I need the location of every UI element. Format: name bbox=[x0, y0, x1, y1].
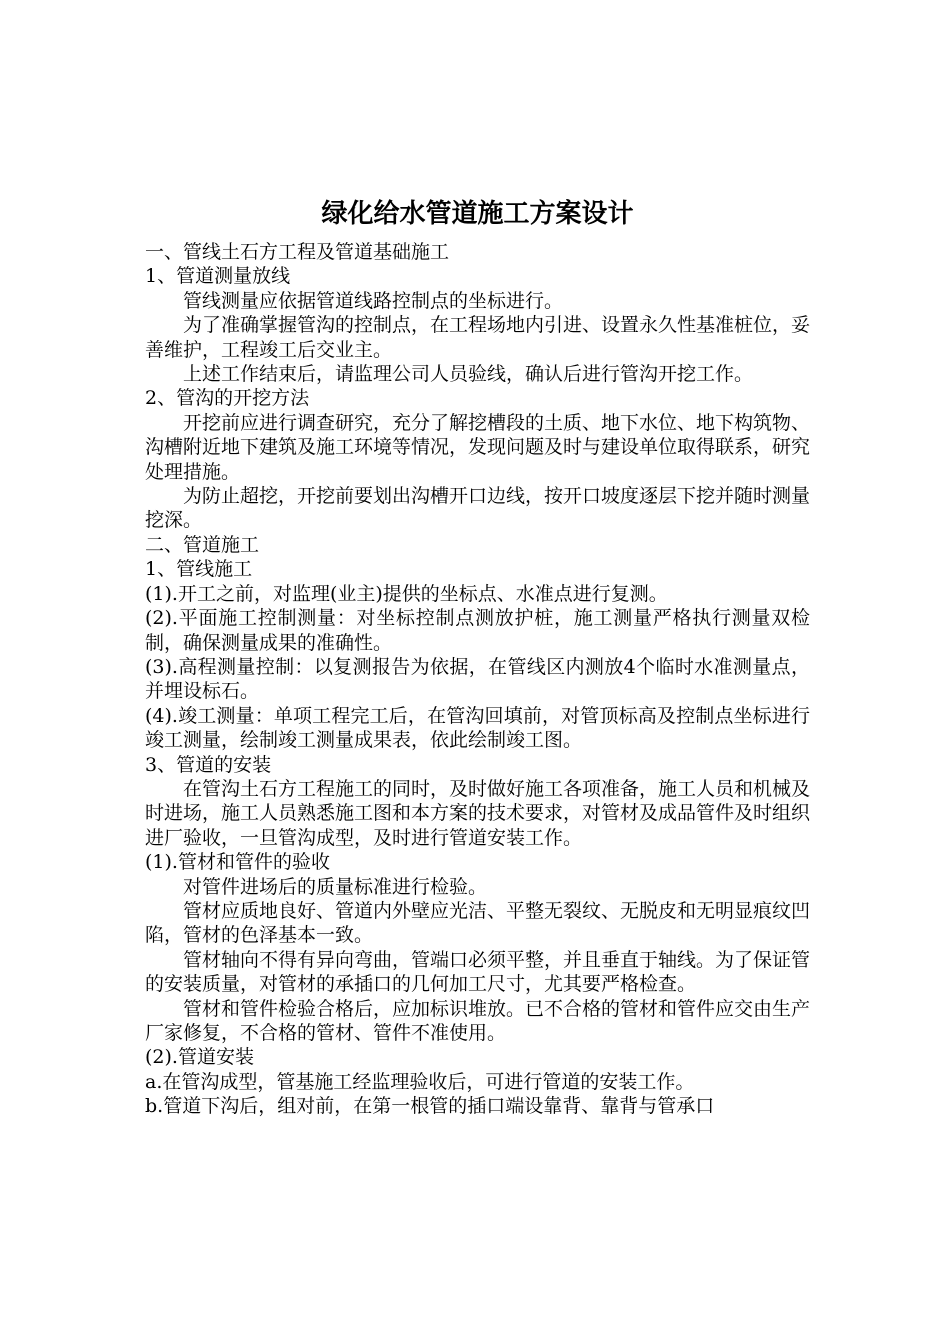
list-item: (2).管道安装 bbox=[145, 1046, 254, 1069]
document-title: 绿化给水管道施工方案设计 bbox=[321, 199, 634, 229]
paragraph: 上述工作结束后，请监理公司人员验线，确认后进行管沟开挖工作。 bbox=[183, 363, 754, 386]
paragraph: 管材和管件检验合格后，应加标识堆放。已不合格的管材和管件应交由生产厂家修复，不合格的管材、管件不准使用。 bbox=[145, 997, 811, 1044]
list-item: (3).高程测量控制：以复测报告为依据，在管线区内测放4个临时水准测量点，并埋设标石。 bbox=[145, 655, 810, 703]
list-item: (1).管材和管件的验收 bbox=[145, 851, 330, 874]
paragraph: 在管沟土石方工程施工的同时，及时做好施工各项准备，施工人员和机械及时进场，施工人员熟悉施工图和本方案的技术要求，对管材及成品管件及时组织进厂验收，一旦管沟成型，及时进行管道安装工作。 bbox=[145, 777, 811, 849]
subsection-heading: 2、管沟的开挖方法 bbox=[145, 387, 310, 410]
list-item: a.在管沟成型，管基施工经监理验收后，可进行管道的安装工作。 bbox=[145, 1070, 695, 1093]
paragraph: 管线测量应依据管道线路控制点的坐标进行。 bbox=[183, 289, 564, 312]
paragraph: 管材应质地良好、管道内外壁应光洁、平整无裂纹、无脱皮和无明显痕纹凹陷，管材的色泽基本一致。 bbox=[145, 899, 811, 947]
paragraph: 为防止超挖，开挖前要划出沟槽开口边线，按开口坡度逐层下挖并随时测量挖深。 bbox=[145, 485, 811, 532]
section-heading: 一、管线土石方工程及管道基础施工 bbox=[145, 241, 450, 263]
list-item: (1).开工之前，对监理(业主)提供的坐标点、水准点进行复测。 bbox=[145, 582, 668, 605]
subsection-heading: 3、管道的安装 bbox=[145, 753, 272, 776]
paragraph: 开挖前应进行调查研究，充分了解挖槽段的土质、地下水位、地下构筑物、沟槽附近地下建筑及施工环境等情况，发现问题及时与建设单位取得联系，研究处理措施。 bbox=[145, 411, 811, 483]
document-page bbox=[145, 196, 810, 1119]
paragraph: 管材轴向不得有异向弯曲，管端口必须平整，并且垂直于轴线。为了保证管的安装质量，对管材的承插口的几何加工尺寸，尤其要严格检查。 bbox=[145, 948, 811, 996]
list-item: (2).平面施工控制测量：对坐标控制点测放护桩，施工测量严格执行测量双检制，确保测量成果的准确性。 bbox=[145, 607, 810, 654]
section-heading: 二、管道施工 bbox=[145, 533, 260, 556]
subsection-heading: 1、管线施工 bbox=[145, 558, 253, 581]
list-item: b.管道下沟后，组对前，在第一根管的插口端设靠背、靠背与管承口 bbox=[145, 1095, 715, 1118]
subsection-heading: 1、管道测量放线 bbox=[145, 265, 291, 288]
document-body bbox=[145, 240, 810, 1119]
paragraph: 为了准确掌握管沟的控制点，在工程场地内引进、设置永久性基准桩位，妥善维护，工程竣工后交业主。 bbox=[145, 314, 811, 361]
list-item: (4).竣工测量：单项工程完工后，在管沟回填前，对管顶标高及控制点坐标进行竣工测量，绘制竣工测量成果表，依此绘制竣工图。 bbox=[145, 704, 810, 752]
paragraph: 对管件进场后的质量标准进行检验。 bbox=[183, 875, 488, 898]
